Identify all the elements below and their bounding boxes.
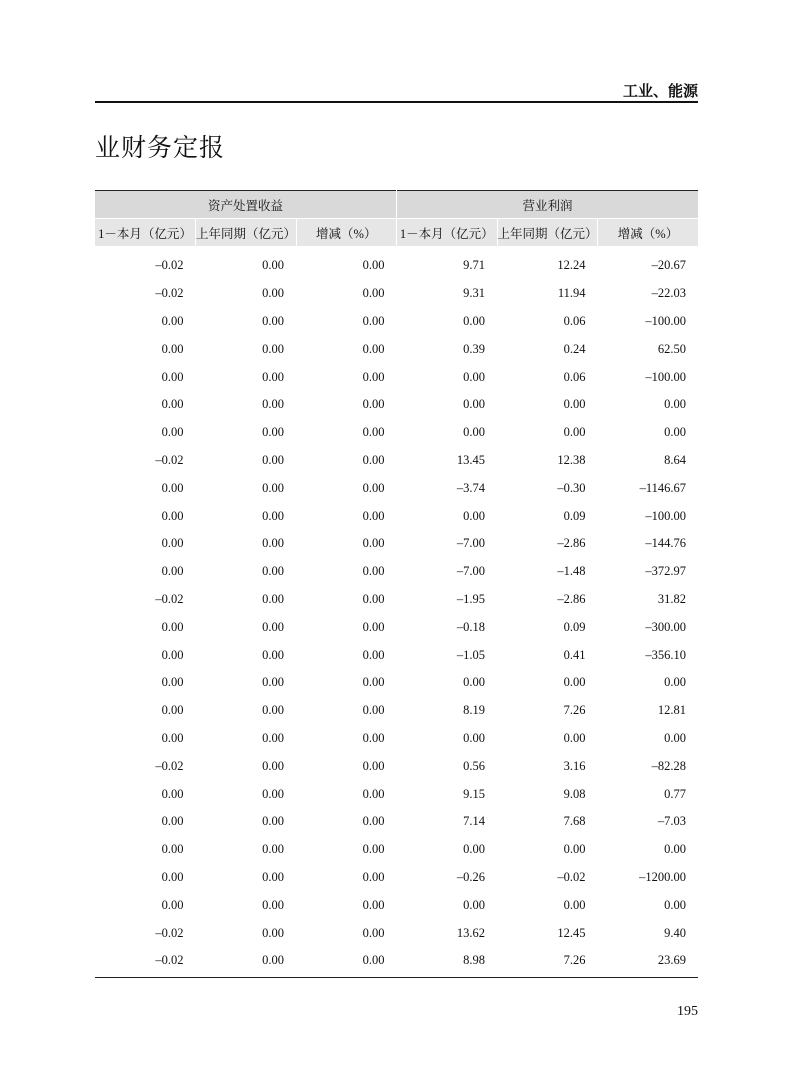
table-cell: 0.00: [262, 397, 284, 412]
table-row: [95, 780, 698, 808]
table-row: [95, 419, 698, 447]
table-row: [95, 502, 698, 530]
table-cell: 0.00: [161, 675, 184, 690]
table-cell: 0.00: [362, 758, 385, 773]
table-cell: 12.24: [557, 258, 586, 273]
column-header: 上年同期（亿元）: [497, 219, 598, 247]
table-row: [95, 864, 698, 892]
table-cell: 0.00: [463, 508, 485, 523]
table-row: [95, 246, 698, 280]
table-cell: 9.31: [463, 286, 485, 301]
table-cell: 0.00: [161, 647, 184, 662]
table-cell: 0.00: [262, 591, 284, 606]
table-cell: 0.00: [463, 675, 485, 690]
table-cell: –1.05: [456, 647, 485, 662]
table-cell: 0.00: [362, 425, 385, 440]
table-cell: –1146.67: [639, 480, 687, 495]
table-cell: 0.00: [161, 842, 184, 857]
table-row: [95, 836, 698, 864]
table-cell: 0.06: [563, 369, 586, 384]
table-cell: 0.00: [262, 786, 284, 801]
table-row: [95, 919, 698, 947]
table-cell: 0.00: [161, 341, 184, 356]
table-cell: 0.00: [262, 619, 284, 634]
table-cell: –356.10: [645, 647, 687, 662]
page-title: 业财务定报: [95, 133, 226, 162]
table-cell: 0.00: [664, 730, 687, 745]
table-cell: 0.00: [262, 647, 284, 662]
table-row: [95, 752, 698, 780]
table-cell: –7.03: [657, 814, 687, 829]
table-cell: 0.00: [362, 703, 385, 718]
table-cell: 0.00: [362, 591, 385, 606]
table-cell: –0.02: [155, 758, 184, 773]
table-cell: 0.00: [362, 397, 385, 412]
table-cell: 31.82: [657, 591, 687, 606]
table-cell: 13.62: [456, 925, 485, 940]
column-header: 增减（%）: [296, 219, 397, 247]
table-cell: 0.00: [161, 536, 184, 551]
table-cell: 0.00: [161, 786, 184, 801]
table-cell: 0.00: [262, 730, 284, 745]
table-cell: 9.40: [664, 925, 687, 940]
table-cell: 8.19: [463, 703, 485, 718]
table-cell: –1.48: [557, 564, 586, 579]
group-header-row: [95, 191, 698, 219]
table-cell: 0.00: [563, 397, 586, 412]
table-cell: –2.86: [557, 591, 586, 606]
table-cell: 9.71: [463, 258, 485, 273]
table-cell: –100.00: [645, 508, 687, 523]
table-cell: 23.69: [598, 947, 699, 977]
table-cell: –20.67: [651, 258, 687, 273]
table-cell: 9.15: [463, 786, 485, 801]
table-cell: 0.00: [196, 947, 297, 977]
table-cell: 0.00: [161, 703, 184, 718]
table-cell: –3.74: [456, 480, 485, 495]
table-cell: –22.03: [651, 286, 687, 301]
table-cell: –0.02: [155, 286, 184, 301]
table-row: [95, 447, 698, 475]
table-cell: 0.39: [463, 341, 485, 356]
table-cell: 0.00: [362, 508, 385, 523]
table-row: [95, 308, 698, 336]
table-cell: 0.00: [664, 425, 687, 440]
table-cell: 0.00: [362, 869, 385, 884]
table-cell: 0.00: [563, 425, 586, 440]
table-row: [95, 808, 698, 836]
table-cell: 8.98: [397, 947, 498, 977]
table-cell: –1200.00: [639, 869, 687, 884]
group-header-asset-disposal: 资产处置收益: [95, 191, 397, 219]
table-cell: 0.00: [161, 313, 184, 328]
table-row: [95, 530, 698, 558]
table-cell: 0.00: [563, 897, 586, 912]
table-cell: 0.00: [362, 564, 385, 579]
table-cell: 0.00: [664, 897, 687, 912]
table-row: [95, 947, 698, 977]
table-cell: 0.00: [362, 313, 385, 328]
table-cell: 0.00: [262, 536, 284, 551]
table-cell: 0.00: [463, 730, 485, 745]
column-header-row: [95, 219, 698, 247]
table-cell: 0.41: [563, 647, 586, 662]
column-header: 1－本月（亿元）: [397, 219, 498, 247]
table-cell: 0.00: [262, 508, 284, 523]
table-cell: –2.86: [557, 536, 586, 551]
table-cell: –0.02: [155, 258, 184, 273]
table-cell: 0.00: [463, 897, 485, 912]
column-header: 上年同期（亿元）: [196, 219, 297, 247]
table-cell: –7.00: [456, 536, 485, 551]
table-cell: 0.00: [262, 925, 284, 940]
table-cell: –100.00: [645, 313, 687, 328]
table-cell: 0.00: [362, 842, 385, 857]
table-cell: –300.00: [645, 619, 687, 634]
table-row: [95, 891, 698, 919]
table-row: [95, 335, 698, 363]
table-cell: 0.00: [563, 675, 586, 690]
table-cell: 0.00: [362, 675, 385, 690]
table-row: [95, 641, 698, 669]
table-cell: 0.00: [664, 842, 687, 857]
table-cell: 0.00: [161, 897, 184, 912]
table-cell: 7.26: [563, 703, 586, 718]
table-cell: –100.00: [645, 369, 687, 384]
table-cell: 0.00: [362, 619, 385, 634]
table-cell: 0.00: [362, 369, 385, 384]
table-cell: 0.00: [463, 397, 485, 412]
table-cell: 0.00: [161, 397, 184, 412]
table-cell: –372.97: [645, 564, 687, 579]
table-cell: 0.00: [296, 947, 397, 977]
table-cell: 11.94: [557, 286, 586, 301]
table-cell: 0.00: [563, 842, 586, 857]
table-cell: 62.50: [657, 341, 687, 356]
column-header: 1－本月（亿元）: [95, 219, 196, 247]
table-cell: 0.00: [262, 703, 284, 718]
table-cell: 0.00: [362, 258, 385, 273]
table-body: [95, 246, 698, 977]
table-cell: 0.00: [262, 452, 284, 467]
table-cell: –82.28: [651, 758, 687, 773]
table-cell: 0.00: [362, 480, 385, 495]
table-cell: 0.00: [362, 786, 385, 801]
table-cell: 9.08: [563, 786, 586, 801]
header-rule: [95, 101, 698, 103]
table-cell: 12.81: [657, 703, 687, 718]
table-cell: 0.00: [262, 341, 284, 356]
table-cell: 0.00: [161, 369, 184, 384]
table-cell: 0.00: [362, 536, 385, 551]
table-cell: 0.00: [262, 425, 284, 440]
table-cell: 13.45: [456, 452, 485, 467]
table-cell: 0.00: [262, 897, 284, 912]
table-cell: 0.00: [362, 925, 385, 940]
table-row: [95, 725, 698, 753]
table-cell: 0.06: [563, 313, 586, 328]
table-cell: 0.56: [463, 758, 485, 773]
column-header: 增减（%）: [598, 219, 699, 247]
table-cell: –0.18: [456, 619, 485, 634]
table-cell: 12.45: [557, 925, 586, 940]
table-cell: 3.16: [563, 758, 586, 773]
table-cell: 7.68: [563, 814, 586, 829]
table-cell: 0.00: [463, 842, 485, 857]
table-cell: 0.00: [362, 286, 385, 301]
table-cell: 0.00: [161, 730, 184, 745]
table-cell: 0.00: [262, 869, 284, 884]
table-cell: 0.00: [362, 341, 385, 356]
table-cell: 0.00: [262, 842, 284, 857]
table-cell: 0.00: [161, 564, 184, 579]
table-row: [95, 586, 698, 614]
table-cell: 8.64: [664, 452, 687, 467]
table-cell: 0.00: [262, 286, 284, 301]
table-cell: 0.00: [664, 675, 687, 690]
table-cell: 0.09: [563, 619, 586, 634]
table-cell: 0.77: [664, 786, 687, 801]
table-cell: 7.14: [463, 814, 485, 829]
table-cell: 0.00: [161, 869, 184, 884]
table-row: [95, 669, 698, 697]
page-number: 195: [677, 1004, 698, 1019]
table-cell: 0.00: [664, 397, 687, 412]
table-row: [95, 558, 698, 586]
table-cell: 0.00: [362, 730, 385, 745]
table-cell: –0.30: [557, 480, 586, 495]
table-cell: 0.00: [262, 480, 284, 495]
table-cell: –0.02: [557, 869, 586, 884]
table-cell: 0.00: [262, 258, 284, 273]
table-cell: –1.95: [456, 591, 485, 606]
table-cell: 0.00: [262, 758, 284, 773]
table-row: [95, 363, 698, 391]
table-row: [95, 474, 698, 502]
table-cell: 0.00: [362, 814, 385, 829]
table-cell: 0.00: [262, 313, 284, 328]
table-cell: 0.24: [563, 341, 586, 356]
table-row: [95, 697, 698, 725]
financial-table: [95, 190, 698, 978]
table-cell: 0.00: [161, 425, 184, 440]
table-cell: 0.00: [161, 480, 184, 495]
table-cell: 0.00: [463, 425, 485, 440]
table-cell: –0.02: [155, 591, 184, 606]
table-cell: –144.76: [645, 536, 687, 551]
table-cell: –0.02: [155, 925, 184, 940]
table-cell: 0.00: [262, 564, 284, 579]
table-cell: 0.00: [362, 897, 385, 912]
table-cell: 0.09: [563, 508, 586, 523]
table-cell: 0.00: [362, 647, 385, 662]
table-cell: 0.00: [262, 814, 284, 829]
table-cell: –0.26: [456, 869, 485, 884]
table-row: [95, 613, 698, 641]
table-cell: 0.00: [463, 369, 485, 384]
table-cell: 7.26: [497, 947, 598, 977]
table-cell: –0.02: [95, 947, 196, 977]
table-cell: 0.00: [161, 814, 184, 829]
table-cell: 0.00: [362, 452, 385, 467]
table-cell: 0.00: [262, 675, 284, 690]
table-cell: 0.00: [262, 369, 284, 384]
table-cell: 0.00: [463, 313, 485, 328]
table-cell: –7.00: [456, 564, 485, 579]
table-row: [95, 280, 698, 308]
group-header-operating-profit: 营业利润: [397, 191, 699, 219]
table-cell: 12.38: [557, 452, 586, 467]
table-cell: 0.00: [161, 619, 184, 634]
table-cell: 0.00: [161, 508, 184, 523]
table-cell: –0.02: [155, 452, 184, 467]
table-row: [95, 391, 698, 419]
running-head: 工业、能源: [622, 82, 698, 100]
table-cell: 0.00: [563, 730, 586, 745]
